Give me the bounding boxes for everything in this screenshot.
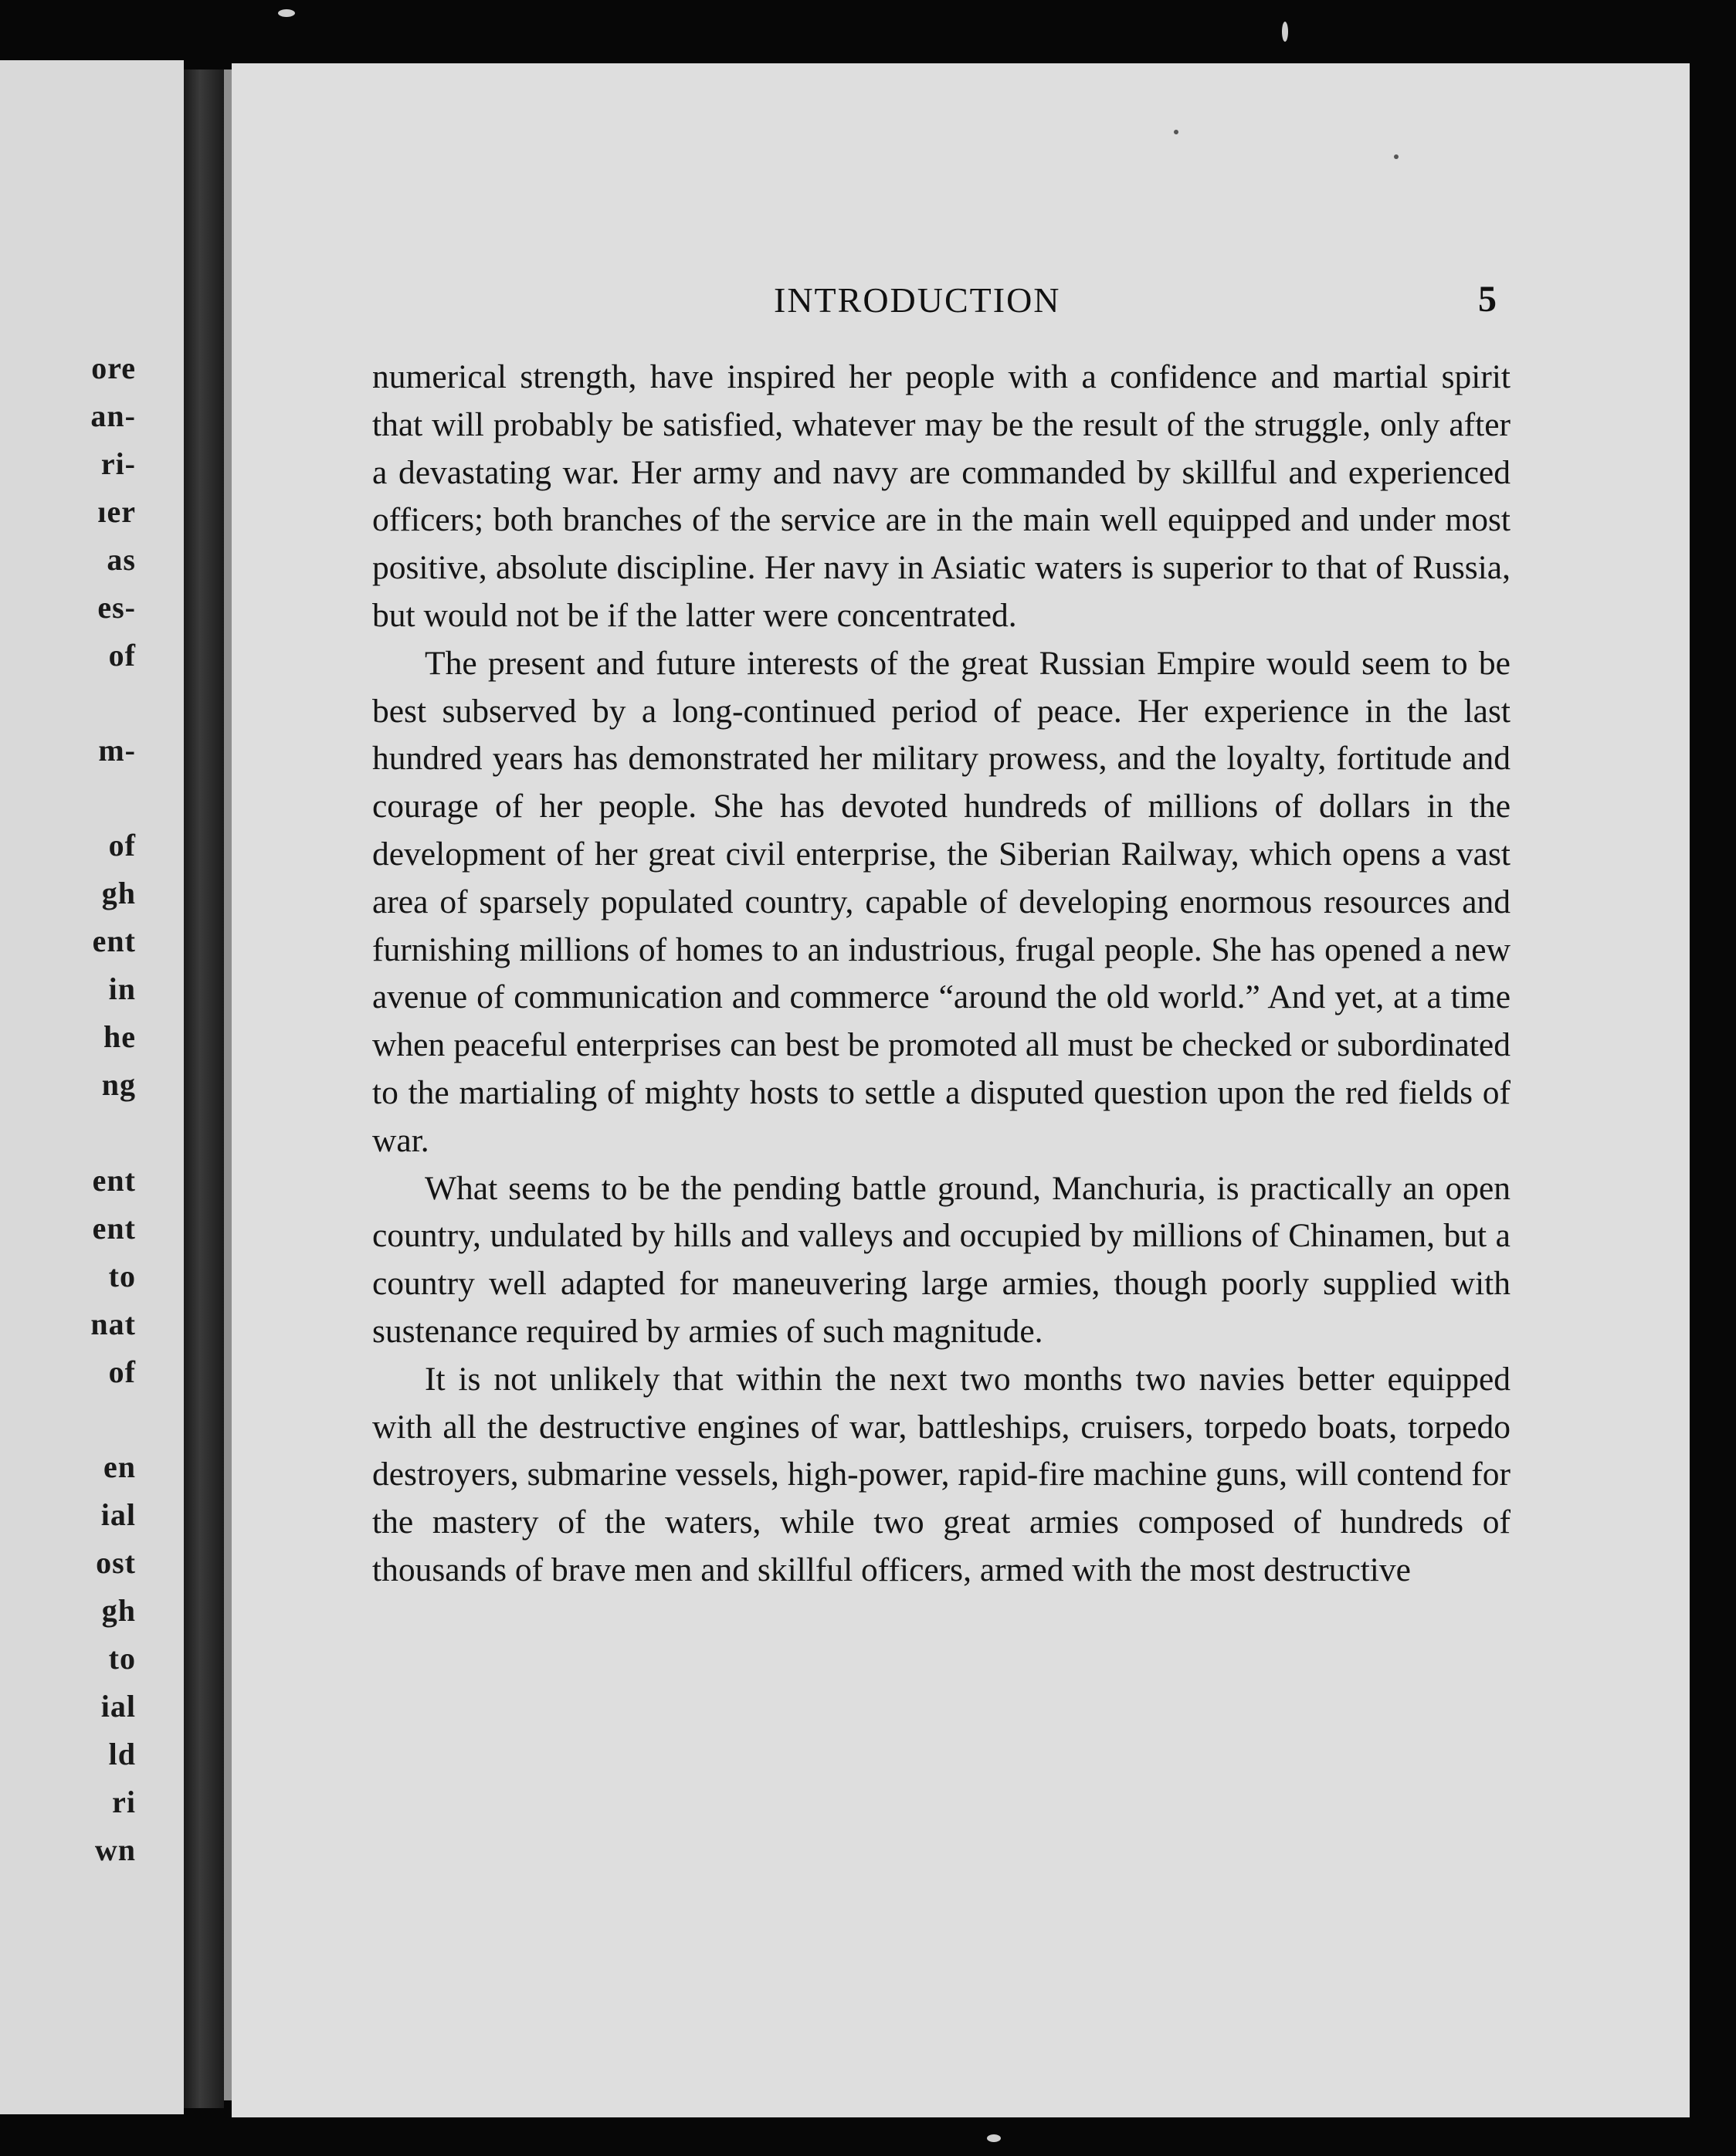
left-fragment: ost <box>96 1545 136 1580</box>
left-fragment: ial <box>100 1497 136 1532</box>
left-fragment: gh <box>101 876 136 910</box>
paragraph: The present and future interests of the great Russian Empire would seem to be best subserved by a long-continued period of peace. Her experience in the last hundred years has demonstrated her military prowess, and the loyalty, fortitude and courage of her people. She has devoted hundreds of millions of dollars in the development of her great civil enterprise, the Siberian Railway, which opens a vast area of sparsely populated country, capable of developing enormous resources and furnishing millions of homes to an industrious, frugal people. She has opened a new avenue of communication and commerce “around the old world.” And yet, at a time when peaceful enterprises can best be promoted all must be checked or subordinated to the martialing of mighty hosts to settle a disputed question upon the red fields of war. <box>372 644 1511 1159</box>
paragraph: What seems to be the pending battle ground, Manchuria, is practically an open country, undulated by hills and valleys and occupied by millions of Chinamen, but a country well adapted for maneuvering large armies, though poorly supplied with sustenance required by armies of such magnitude. <box>372 1169 1511 1350</box>
left-fragment: to <box>108 1259 136 1293</box>
book-gutter-shadow <box>184 69 224 2108</box>
scan-speck <box>1282 22 1288 42</box>
left-fragment: in <box>108 971 136 1006</box>
left-fragment: ent <box>92 1211 136 1246</box>
left-fragment: nat <box>90 1307 136 1341</box>
scan-speck <box>278 9 295 17</box>
left-fragment: ıer <box>97 494 136 529</box>
scan-speck <box>987 2134 1001 2142</box>
paragraph: It is not unlikely that within the next two months two navies better equipped with all the destructive engines of war, battleships, cruisers, torpedo boats, torpedo destroyers, submarine vessels, high-power, rapid-fire machine guns, will contend for the mastery of the waters, while two great armies composed of hundreds of thousands of brave men and skillful officers, armed with the most destructive <box>372 1360 1511 1588</box>
left-fragment: gh <box>101 1593 136 1628</box>
left-fragment: ent <box>92 1163 136 1198</box>
left-fragment: of <box>108 828 136 863</box>
left-fragment: ore <box>91 351 136 385</box>
left-fragment: ri <box>112 1785 136 1819</box>
left-page-fragment <box>0 60 184 2114</box>
left-fragment: an- <box>90 398 136 433</box>
left-fragment: ent <box>92 924 136 958</box>
running-head: INTRODUCTION <box>774 280 1061 320</box>
left-fragment: of <box>108 638 136 673</box>
body-text <box>372 354 1511 1595</box>
left-fragment: to <box>108 1641 136 1676</box>
paragraph: numerical strength, have inspired her people with a confidence and martial spirit that will probably be satisfied, whatever may be the result of the struggle, only after a devastating war. Her army and navy are commanded by skillful and experienced officers; both branches of the service are in the main well equipped and under most positive, absolute discipline. Her navy in Asiatic waters is superior to that of Russia, but would not be if the latter were concentrated. <box>372 358 1511 634</box>
left-fragment: he <box>103 1019 136 1054</box>
left-fragment: ld <box>108 1737 136 1771</box>
left-fragment: en <box>103 1449 136 1484</box>
left-fragment: of <box>108 1354 136 1389</box>
scan-speck <box>1394 154 1399 159</box>
left-fragment: es- <box>97 590 136 625</box>
left-fragment: m- <box>98 733 136 768</box>
left-fragment: ri- <box>100 446 136 481</box>
left-fragment: as <box>107 542 136 577</box>
left-fragment: ng <box>101 1067 136 1102</box>
scan-speck <box>1174 130 1178 134</box>
left-fragment: wn <box>94 1832 136 1867</box>
page-number: 5 <box>1478 279 1497 320</box>
left-fragment: ial <box>100 1689 136 1724</box>
